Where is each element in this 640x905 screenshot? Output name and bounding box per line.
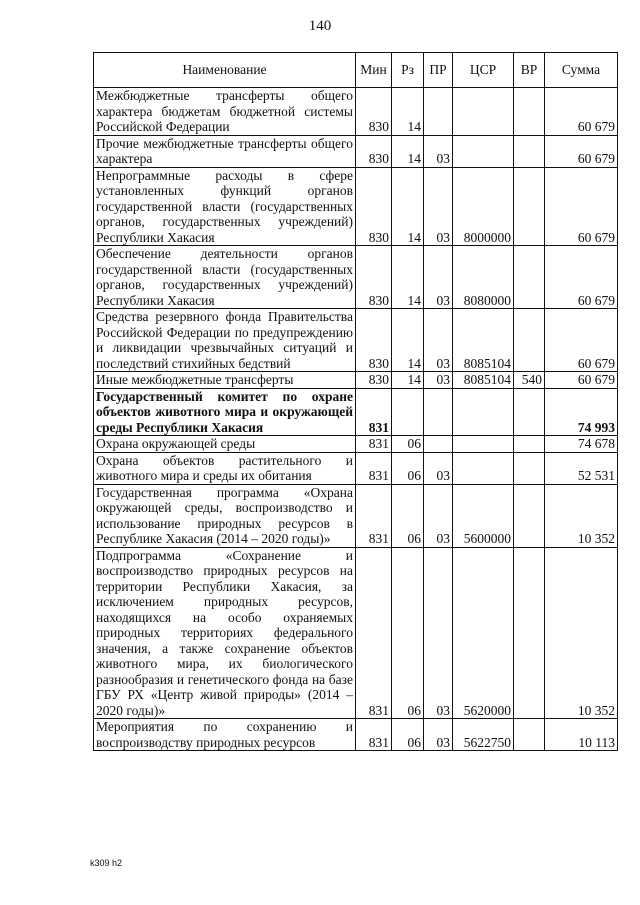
cell-pr: 03 [424,167,453,246]
cell-csr: 5600000 [453,484,514,547]
cell-rz [392,388,424,436]
cell-sum: 60 679 [545,167,618,246]
cell-min: 831 [356,436,392,453]
cell-rz: 14 [392,167,424,246]
cell-min: 831 [356,547,392,719]
cell-sum: 10 352 [545,547,618,719]
page-number: 140 [308,18,332,34]
cell-vr [514,88,545,136]
table-row [94,719,618,751]
header-csr: ЦСР [453,53,514,88]
cell-csr: 5620000 [453,547,514,719]
cell-sum: 60 679 [545,88,618,136]
cell-vr [514,309,545,372]
cell-rz: 06 [392,436,424,453]
cell-sum: 52 531 [545,452,618,484]
cell-name: Подпрограмма «Сохранение и воспроизводство природных ресурсов на территории Республики Хакасия, за исключением природных ресурсов, находящихся на особо охраняемых природных территориях федерального значения, а также сохранение объектов животного мира, их биологического разнообразия и генетического фонда на базе ГБУ РХ «Центр живой природы» (2014 – 2020 годы)» [94,547,356,719]
cell-sum: 74 993 [545,388,618,436]
cell-min: 831 [356,452,392,484]
cell-vr [514,484,545,547]
header-pr: ПР [424,53,453,88]
cell-vr [514,436,545,453]
table-row [94,246,618,309]
cell-pr: 03 [424,484,453,547]
cell-csr: 8000000 [453,167,514,246]
cell-rz: 14 [392,246,424,309]
cell-min: 831 [356,484,392,547]
cell-csr: 5622750 [453,719,514,751]
cell-vr [514,547,545,719]
cell-rz: 06 [392,547,424,719]
cell-rz: 14 [392,88,424,136]
cell-sum: 60 679 [545,372,618,389]
header-name: Наименование [94,53,356,88]
cell-rz: 14 [392,372,424,389]
cell-name: Средства резервного фонда Правительства Российской Федерации по предупреждению и ликвидации чрезвычайных ситуаций и последствий стихийных бедствий [94,309,356,372]
cell-sum: 10 352 [545,484,618,547]
cell-vr [514,388,545,436]
table-row [94,372,618,389]
cell-pr: 03 [424,372,453,389]
cell-sum: 60 679 [545,135,618,167]
cell-vr [514,719,545,751]
cell-csr [453,436,514,453]
cell-pr [424,436,453,453]
table-row [94,309,618,372]
cell-rz: 06 [392,452,424,484]
cell-pr [424,88,453,136]
cell-csr [453,388,514,436]
cell-vr [514,135,545,167]
table-row [94,167,618,246]
cell-pr: 03 [424,719,453,751]
cell-name: Межбюджетные трансферты общего характера бюджетам бюджетной системы Российской Федерации [94,88,356,136]
cell-sum: 60 679 [545,309,618,372]
cell-csr: 8080000 [453,246,514,309]
cell-sum: 60 679 [545,246,618,309]
table-row [94,436,618,453]
cell-csr: 8085104 [453,309,514,372]
footer-code: k309 h2 [90,858,123,868]
cell-rz: 14 [392,309,424,372]
header-rz: Рз [392,53,424,88]
cell-csr: 8085104 [453,372,514,389]
cell-sum: 74 678 [545,436,618,453]
cell-min: 830 [356,372,392,389]
cell-pr: 03 [424,309,453,372]
cell-rz: 14 [392,135,424,167]
cell-vr [514,167,545,246]
cell-name: Государственная программа «Охрана окружающей среды, воспроизводство и использование природных ресурсов в Республике Хакасия (2014 – 2020 годы)» [94,484,356,547]
table-row [94,88,618,136]
cell-name: Мероприятия по сохранению и воспроизводству природных ресурсов [94,719,356,751]
cell-csr [453,452,514,484]
cell-pr: 03 [424,452,453,484]
cell-name: Непрограммные расходы в сфере установленных функций органов государственной власти (государственных органов, государственных учреждений) Республики Хакасия [94,167,356,246]
table-row [94,484,618,547]
cell-vr: 540 [514,372,545,389]
cell-name: Иные межбюджетные трансферты [94,372,356,389]
cell-csr [453,135,514,167]
cell-sum: 10 113 [545,719,618,751]
table-row [94,452,618,484]
header-sum: Сумма [545,53,618,88]
cell-pr: 03 [424,547,453,719]
cell-min: 831 [356,388,392,436]
cell-name: Обеспечение деятельности органов государственной власти (государственных органов, государственных учреждений) Республики Хакасия [94,246,356,309]
cell-name: Охрана объектов растительного и животного мира и среды их обитания [94,452,356,484]
cell-pr [424,388,453,436]
cell-min: 830 [356,167,392,246]
cell-name: Государственный комитет по охране объектов животного мира и окружающей среды Республики Хакасия [94,388,356,436]
cell-min: 830 [356,88,392,136]
budget-table [93,52,618,751]
cell-csr [453,88,514,136]
cell-pr: 03 [424,246,453,309]
cell-vr [514,452,545,484]
cell-rz: 06 [392,719,424,751]
table-row [94,547,618,719]
cell-min: 830 [356,246,392,309]
table-row [94,135,618,167]
cell-name: Прочие межбюджетные трансферты общего характера [94,135,356,167]
table-row [94,388,618,436]
cell-vr [514,246,545,309]
header-min: Мин [356,53,392,88]
cell-min: 831 [356,719,392,751]
cell-name: Охрана окружающей среды [94,436,356,453]
cell-min: 830 [356,135,392,167]
table-header-row [94,53,618,88]
cell-rz: 06 [392,484,424,547]
cell-min: 830 [356,309,392,372]
cell-pr: 03 [424,135,453,167]
header-vr: ВР [514,53,545,88]
